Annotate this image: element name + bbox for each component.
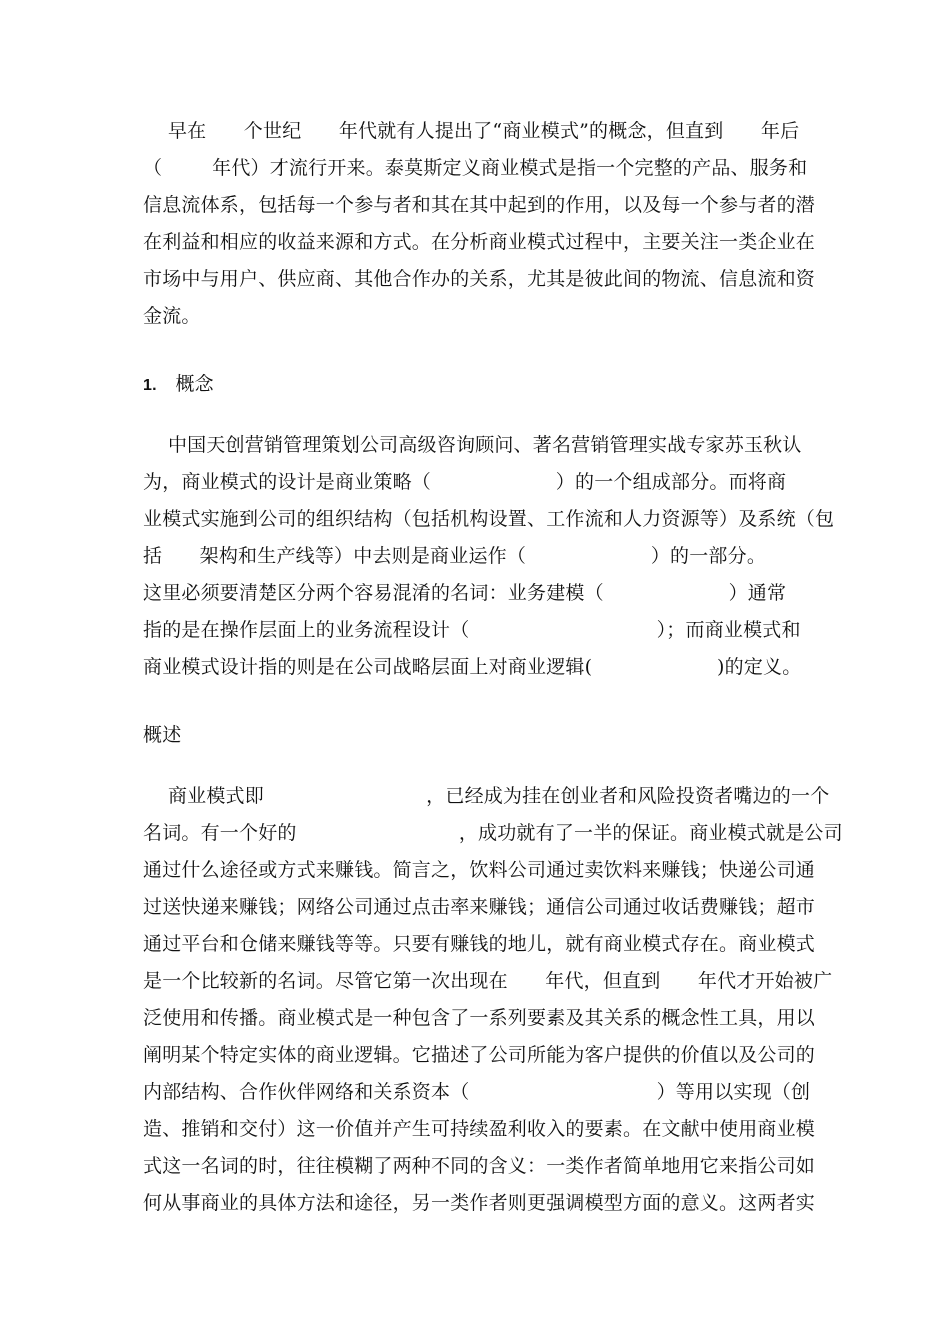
text-line: 造、推销和交付）这一价值并产生可持续盈利收入的要素。在文献中使用商业模 [143, 1118, 816, 1140]
text-line: 在利益和相应的收益来源和方式。在分析商业模式过程中，主要关注一类企业在 [143, 231, 816, 253]
text-line: 式这一名词的时，往往模糊了两种不同的含义：一类作者简单地用它来指公司如 [143, 1155, 816, 1177]
text-line: （ 年代）才流行开来。泰莫斯定义商业模式是指一个完整的产品、服务和 [143, 157, 808, 179]
text-line: 商业模式设计指的则是在公司战略层面上对商业逻辑( )的定义。 [143, 656, 802, 678]
text-line: 业模式实施到公司的组织结构（包括机构设置、工作流和人力资源等）及系统（包 [143, 508, 835, 530]
text-line: 内部结构、合作伙伴网络和关系资本（ ）等用以实现（创 [143, 1081, 811, 1103]
text-line: 中国天创营销管理策划公司高级咨询顾问、著名营销管理实战专家苏玉秋认 [143, 434, 802, 456]
text-line: 早在 个世纪 年代就有人提出了“商业模式”的概念，但直到 年后 [143, 120, 800, 142]
text-line: 指的是在操作层面上的业务流程设计（ ）；而商业模式和 [143, 619, 801, 641]
text-line: 阐明某个特定实体的商业逻辑。它描述了公司所能为客户提供的价值以及公司的 [143, 1044, 816, 1066]
text-line: 为，商业模式的设计是商业策略（ ）的一个组成部分。而将商 [143, 471, 787, 493]
section-title: 概念 [175, 373, 214, 395]
text-line: 泛使用和传播。商业模式是一种包含了一系列要素及其关系的概念性工具，用以 [143, 1007, 816, 1029]
text-line: 这里必须要清楚区分两个容易混淆的名词：业务建模（ ）通常 [143, 582, 787, 604]
text-line: 信息流体系，包括每一个参与者和其在其中起到的作用，以及每一个参与者的潜 [143, 194, 816, 216]
section-number: 1. [143, 377, 157, 394]
text-line: 是一个比较新的名词。尽管它第一次出现在 年代，但直到 年代才开始被广 [143, 970, 833, 992]
text-line: 过送快递来赚钱；网络公司通过点击率来赚钱；通信公司通过收话费赚钱；超市 [143, 896, 816, 918]
section-heading-overview: 概述 [143, 724, 182, 746]
text-line: 何从事商业的具体方法和途径，另一类作者则更强调模型方面的意义。这两者实 [143, 1192, 816, 1214]
text-line: 括 架构和生产线等）中去则是商业运作（ ）的一部分。 [143, 545, 767, 567]
text-line: 通过平台和仓储来赚钱等等。只要有赚钱的地儿，就有商业模式存在。商业模式 [143, 933, 816, 955]
text-line: 市场中与用户、供应商、其他合作办的关系，尤其是彼此间的物流、信息流和资 [143, 268, 816, 290]
section-heading-concept [143, 371, 214, 399]
text-line: 名词。有一个好的 ，成功就有了一半的保证。商业模式就是公司 [143, 822, 843, 844]
text-line: 金流。 [143, 305, 201, 327]
text-line: 商业模式即 ，已经成为挂在创业者和风险投资者嘴边的一个 [143, 785, 830, 807]
text-line: 通过什么途径或方式来赚钱。简言之，饮料公司通过卖饮料来赚钱；快递公司通 [143, 859, 816, 881]
